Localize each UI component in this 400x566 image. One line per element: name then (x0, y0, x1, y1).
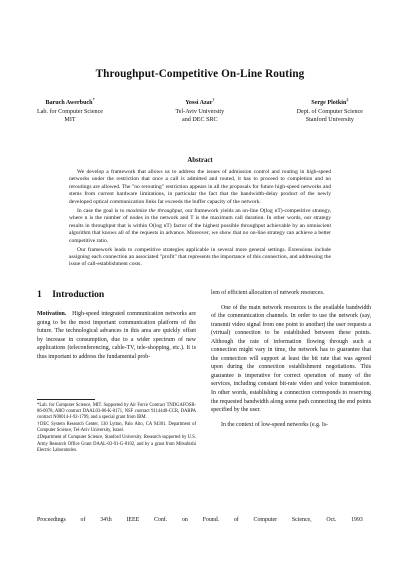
abstract-heading: Abstract (187, 157, 213, 164)
author-affiliation: Stanford University (305, 117, 354, 124)
author-2 (175, 96, 224, 125)
emphasis: maximize the throughput (126, 207, 182, 214)
abstract-body (69, 169, 331, 270)
author-affiliation: Lab. for Computer Science (37, 108, 103, 115)
footnote-divider (37, 399, 95, 400)
left-column (37, 310, 196, 361)
section-heading: 1 Introduction (37, 289, 105, 300)
author-name: Serge Plotkin (311, 100, 347, 107)
author-name: Baruch Awerbuch (45, 100, 93, 107)
body-paragraph: Motivation. High-speed integrated communication networks are going to be the most important communication platform of the future. The technological advances in this area are quickly offset by increase in consumption, due to a wider spectrum of new applications (teleconferencing, cable-TV, tele-shopping, etc.). It is thus important to address the fundamental prob- (37, 311, 196, 360)
paragraph-runin-heading: Motivation. (37, 311, 67, 317)
right-column (211, 289, 371, 429)
author-1 (37, 96, 103, 125)
abstract-paragraph: In case the goal is to maximize the throughput, our framework yields an on-line O(log nT)-competitive strategy, where n is the number of nodes in the network and T is the maximum call duration. In other words, our strategy results in throughput that is within O(log nT) factor of the highest possible throughput achievable by an omniscient algorithm that knows all of the requests in advance. Moreover, we show that no on-line strategy can achieve a better competitive ratio. (69, 207, 331, 244)
paper-title: Throughput-Competitive On-Line Routing (95, 68, 305, 80)
abstract-paragraph: We develop a framework that allows us to address the issues of admission control and routing in high-speed networks under the restriction that once a call is admitted and routed, it has to proceed to completion and no reroutings are allowed. The "no rerouting" restriction appears in all the proposals for future high-speed networks and stems from current hardware limitations, in particular the fact that the bandwidth-delay product of the newly developed optical communication links far exceeds the buffer capacity of the network. (69, 169, 331, 205)
author-block (37, 96, 363, 125)
author-affiliation: and DEC SRC (182, 117, 218, 124)
abstract-paragraph: Our framework leads to competitive strategies applicable in several more general settings. Extensions include assigning each connection an associated "profit" that represents the importance of this connection, and addressing the issue of call-establishment costs. (69, 246, 331, 268)
author-mark: * (92, 97, 95, 102)
footnotes (37, 403, 196, 455)
proceedings-line: Proceedings of 34'th IEEE Conf. on Found. of Computer Science, Oct. 1993 (37, 517, 363, 523)
footnote: †DEC System Research Center, 130 Lytton, Palo Alto, CA 94301. Department of Computer Science, Tel-Aviv University, Israel. (37, 422, 196, 434)
footnote: *Lab. for Computer Science, MIT. Supported by Air Force Contract TNDGAFOSR-86-0078, ARO contract DAAL03-86-K-0171, NSF contract 9114440-CCR, DARPA contract N00014-J-92-1799, and a special grant from IBM. (37, 403, 196, 421)
footnote: ‡Department of Computer Science, Stanford University. Research supported by U.S. Army Research Office Grant DAAL-03-91-G-0102, and by a grant from Mitsubishi Electric Laboratories. (37, 435, 196, 453)
author-affiliation: Tel-Aviv University (175, 108, 225, 115)
author-3 (297, 96, 363, 125)
body-paragraph: In the context of low-speed networks (e.g. Is- (221, 421, 329, 428)
author-affiliation: Dept. of Computer Science (296, 108, 363, 115)
body-paragraph: One of the main network resources is the available bandwidth of the communication channels. In order to use the network (say, transmit video signal from one point to another) the user requests a (virtual) connection to be established between these points. Although the rate of information flowing through such a connection might vary in time, the network has to guarantee that the connection will support at least the bit rate that was agreed upon during the connection establishment negotiations. This guarantee is imperative for correct operation of many of the services, including constant bit-rate video and voice transmission. In other words, establishing a connection corresponds to reserving the requested bandwidth along some path connecting the end points specified by the user. (211, 304, 371, 414)
author-affiliation: MIT (64, 117, 76, 124)
author-name: Yossi Azar (185, 100, 213, 107)
author-mark: † (212, 97, 215, 102)
author-mark: ‡ (346, 97, 349, 102)
body-paragraph: lem of efficient allocation of network resources. (211, 290, 325, 296)
